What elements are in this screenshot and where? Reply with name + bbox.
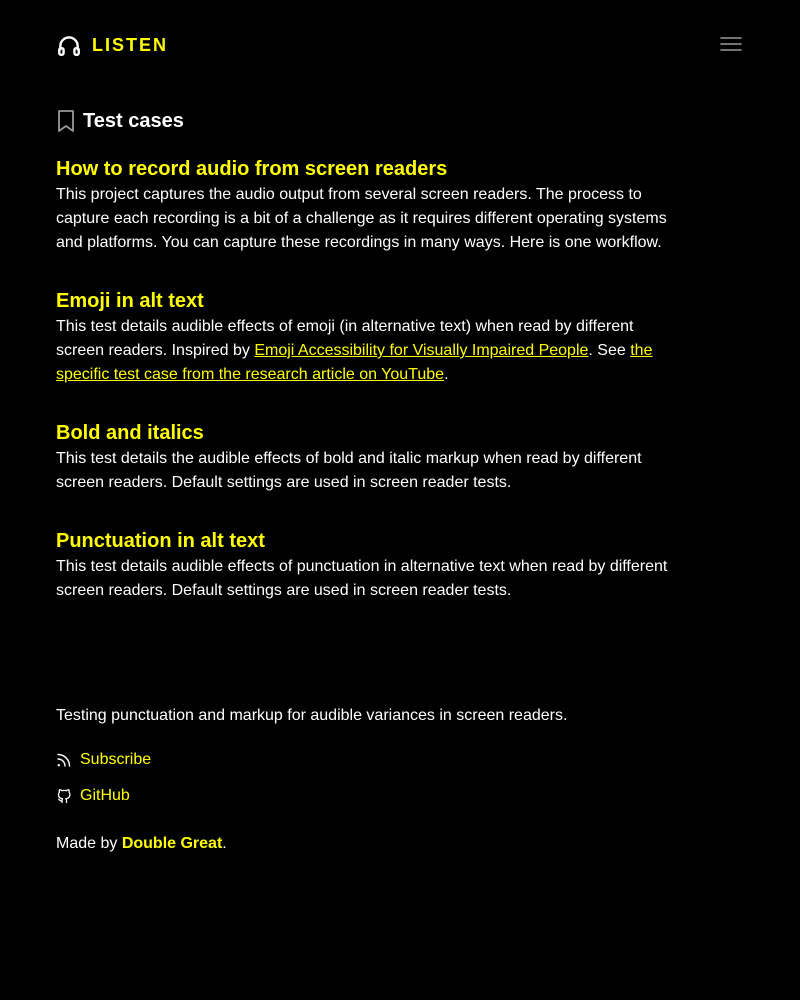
subscribe-link[interactable]	[56, 748, 151, 772]
section-heading	[56, 108, 184, 134]
github-label: GitHub	[80, 787, 130, 804]
github-icon	[56, 788, 72, 804]
site-header	[56, 32, 744, 60]
post-item	[56, 288, 676, 387]
hamburger-menu-icon	[718, 32, 744, 58]
post-title-link[interactable]: Bold and italics	[56, 422, 204, 444]
menu-button[interactable]	[718, 32, 744, 58]
post-item	[56, 420, 676, 495]
double-great-link[interactable]: Double Great	[121, 835, 223, 852]
youtube-test-case-link[interactable]: the specific test case from the research article on YouTube	[56, 342, 653, 383]
made-by-prefix: Made by	[56, 835, 122, 852]
post-item	[56, 528, 676, 603]
made-by-credit	[56, 832, 227, 856]
section-title: Test cases	[83, 110, 184, 132]
github-link[interactable]	[56, 784, 130, 808]
bookmark-icon	[56, 109, 76, 133]
emoji-accessibility-link[interactable]: Emoji Accessibility for Visually Impaired People	[254, 342, 589, 359]
site-footer	[56, 704, 744, 852]
post-summary-text: .	[444, 366, 449, 383]
post-title-link[interactable]: Emoji in alt text	[56, 290, 204, 312]
rss-icon	[56, 752, 72, 768]
headphones-icon	[56, 32, 82, 58]
post-summary: This test details audible effects of punctuation in alternative text when read by different screen readers. Default settings are used in screen reader tests.	[56, 558, 668, 599]
post-summary-text: . See	[588, 342, 631, 359]
footer-description: Testing punctuation and markup for audible variances in screen readers.	[56, 707, 568, 724]
brand-link[interactable]	[56, 32, 168, 58]
post-summary: This project captures the audio output from several screen readers. The process to capture each recording is a bit of a challenge as it requires different operating systems and platforms. You can capture these recordings in many ways. Here is one workflow.	[56, 186, 667, 251]
brand-label: LISTEN	[92, 35, 169, 55]
post-title-link[interactable]: Punctuation in alt text	[56, 530, 265, 552]
post-summary: This test details the audible effects of bold and italic markup when read by different screen readers. Default settings are used in screen reader tests.	[56, 450, 642, 491]
post-summary-text: This test details audible effects of emoji (in alternative text) when read by different screen readers. Inspired by	[56, 318, 634, 359]
post-title-link[interactable]: How to record audio from screen readers	[56, 158, 448, 180]
post-item	[56, 156, 676, 255]
made-by-suffix: .	[222, 835, 227, 852]
subscribe-label: Subscribe	[80, 751, 152, 768]
post-summary	[56, 315, 676, 387]
